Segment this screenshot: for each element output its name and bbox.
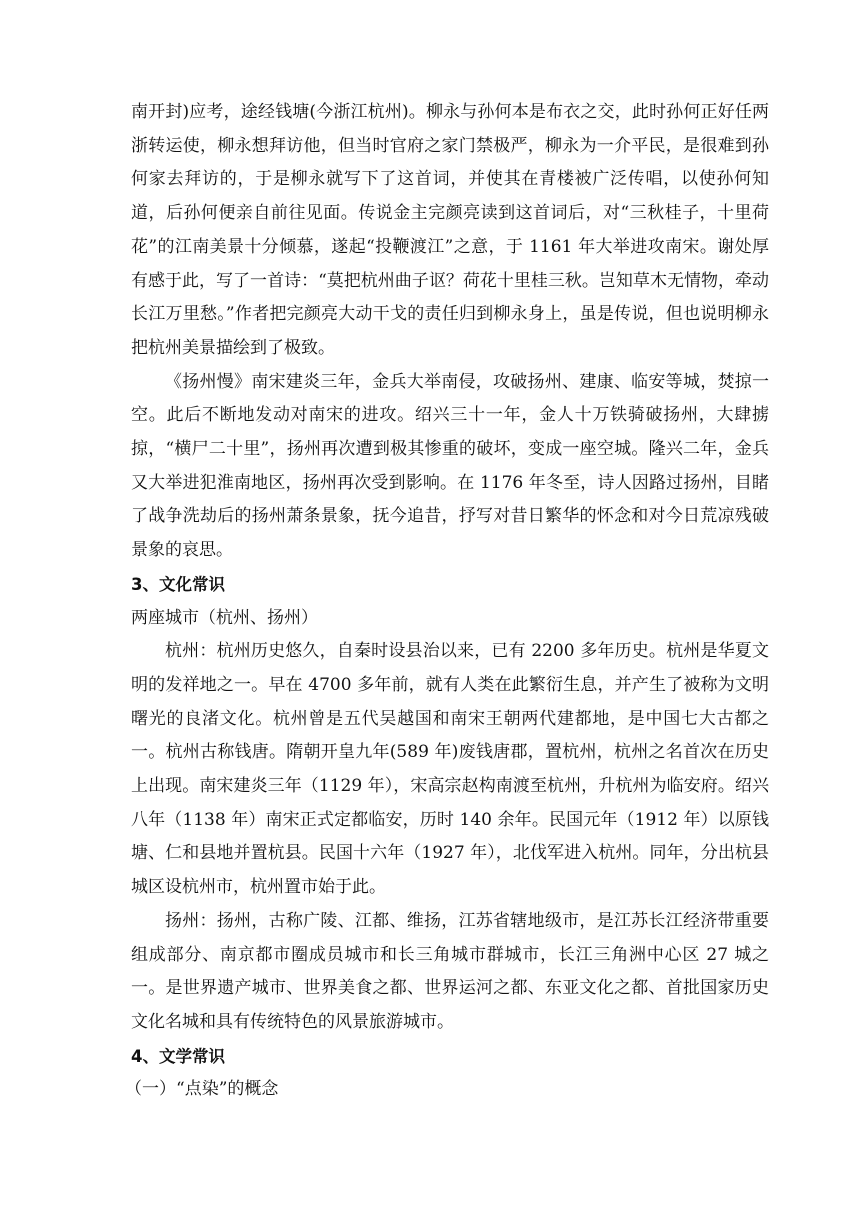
paragraph-liu-yong-background: 南开封)应考，途经钱塘(今浙江杭州)。柳永与孙何本是布衣之交，此时孙何正好任两浙转运使，柳永想拜访他，但当时官府之家门禁极严，柳永为一介平民，是很难到孙何家去拜访的，于是柳永就写下了这首词，并使其在青楼被广泛传唱，以使孙何知道，后孙何便亲自前往见面。传说金主完颜亮读到这首词后，对“三秋桂子，十里荷花”的江南美景十分倾慕，遂起“投鞭渡江”之意，于 1161 年大举进攻南宋。谢处厚有感于此，写了一首诗：“莫把杭州曲子讴？荷花十里桂三秋。岂知草木无情物，牵动长江万里愁。”作者把完颜亮大动干戈的责任归到柳永身上，虽是传说，但也说明柳永把杭州美景描绘到了极致。 bbox=[131, 102, 769, 358]
paragraph-hangzhou: 杭州：杭州历史悠久，自秦时设县治以来，已有 2200 多年历史。杭州是华夏文明的发祥地之一。早在 4700 多年前，就有人类在此繁衍生息，并产生了被称为文明曙光的良渚文化。杭州曾是五代吴越国和南宋王朝两代建都地，是中国七大古都之一。杭州古称钱唐。隋朝开皇九年(589 年)废钱唐郡，置杭州，杭州之名首次在历史上出现。南宋建炎三年（1129 年），宋高宗赵构南渡至杭州，升杭州为临安府。绍兴八年（1138 年）南宋正式定都临安，历时 140 余年。民国元年（1912 年）以原钱塘、仁和县地并置杭县。民国十六年（1927 年），北伐军进入杭州。同年，分出杭县城区设杭州市，杭州置市始于此。 bbox=[131, 641, 769, 898]
section-heading-cultural-knowledge: 3、文化常识 bbox=[131, 574, 225, 594]
paragraph-yangzhou: 扬州：扬州，古称广陵、江都、维扬，江苏省辖地级市，是江苏长江经济带重要组成部分、南京都市圈成员城市和长三角城市群城市，长江三角洲中心区 27 城之一。是世界遗产城市、世界美食之都、世界运河之都、东亚文化之都、首批国家历史文化名城和具有传统特色的风景旅游城市。 bbox=[131, 910, 769, 1032]
subsection-dianran-concept: （一）“点染”的概念 bbox=[125, 1079, 279, 1100]
subheading-two-cities: 两座城市（杭州、扬州） bbox=[131, 607, 318, 628]
paragraph-yangzhou-man-background: 《扬州慢》南宋建炎三年，金兵大举南侵，攻破扬州、建康、临安等城，焚掠一空。此后不断地发动对南宋的进攻。绍兴三十一年，金人十万铁骑破扬州，大肆掳掠，“横尸二十里”，扬州再次遭到极其惨重的破坏，变成一座空城。隆兴二年，金兵又大举进犯淮南地区，扬州再次受到影响。在 1176 年冬至，诗人因路过扬州，目睹了战争洗劫后的扬州萧条景象，抚今追昔，抒写对昔日繁华的怀念和对今日荒凉残破景象的哀思。 bbox=[131, 371, 769, 561]
section-heading-literary-knowledge: 4、文学常识 bbox=[131, 1046, 225, 1066]
document-body bbox=[125, 96, 769, 1107]
